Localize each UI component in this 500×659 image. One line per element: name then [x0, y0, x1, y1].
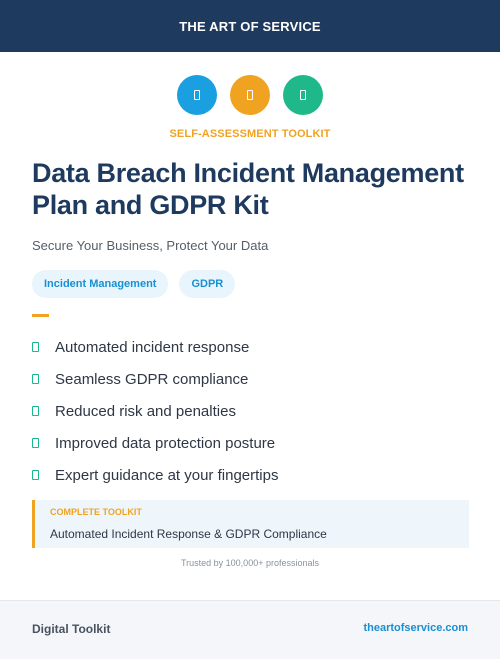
page-title: Data Breach Incident Management Plan and GDPR Kit — [32, 158, 464, 220]
document-icon — [247, 90, 253, 100]
check-icon — [32, 342, 39, 352]
list-item — [32, 459, 278, 491]
feature-text: Seamless GDPR compliance — [55, 370, 249, 388]
toolkit-kicker: SELF-ASSESSMENT TOOLKIT — [169, 128, 331, 140]
callout-kicker: COMPLETE TOOLKIT — [50, 507, 142, 517]
trusted-note: Trusted by 100,000+ professionals — [180, 558, 319, 568]
accent-divider — [32, 314, 49, 317]
tag-list — [32, 270, 235, 298]
badge-icon-green — [283, 75, 323, 115]
check-icon — [32, 470, 39, 480]
footer-label: Digital Toolkit — [32, 622, 111, 636]
subtitle: Secure Your Business, Protect Your Data — [32, 238, 269, 253]
list-item — [32, 395, 278, 427]
feature-text: Improved data protection posture — [55, 434, 276, 452]
feature-text: Expert guidance at your fingertips — [55, 466, 279, 484]
tag-gdpr: GDPR — [179, 270, 235, 298]
document-icon — [300, 90, 306, 100]
check-icon — [32, 406, 39, 416]
feature-text: Automated incident response — [55, 338, 250, 356]
website-link[interactable]: theartofservice.com — [363, 622, 468, 634]
feature-list — [32, 331, 278, 491]
footer-bar — [0, 600, 500, 659]
list-item — [32, 363, 278, 395]
list-item — [32, 427, 278, 459]
badge-icon-orange — [230, 75, 270, 115]
brand-name: THE ART OF SERVICE — [179, 18, 321, 34]
document-icon — [194, 90, 200, 100]
list-item — [32, 331, 278, 363]
icon-row — [0, 75, 500, 115]
header-bar — [0, 0, 500, 52]
check-icon — [32, 374, 39, 384]
callout-text: Automated Incident Response & GDPR Compliance — [50, 527, 327, 541]
check-icon — [32, 438, 39, 448]
badge-icon-blue — [177, 75, 217, 115]
tag-incident-management: Incident Management — [32, 270, 168, 298]
toolkit-callout — [32, 500, 469, 548]
feature-text: Reduced risk and penalties — [55, 402, 236, 420]
